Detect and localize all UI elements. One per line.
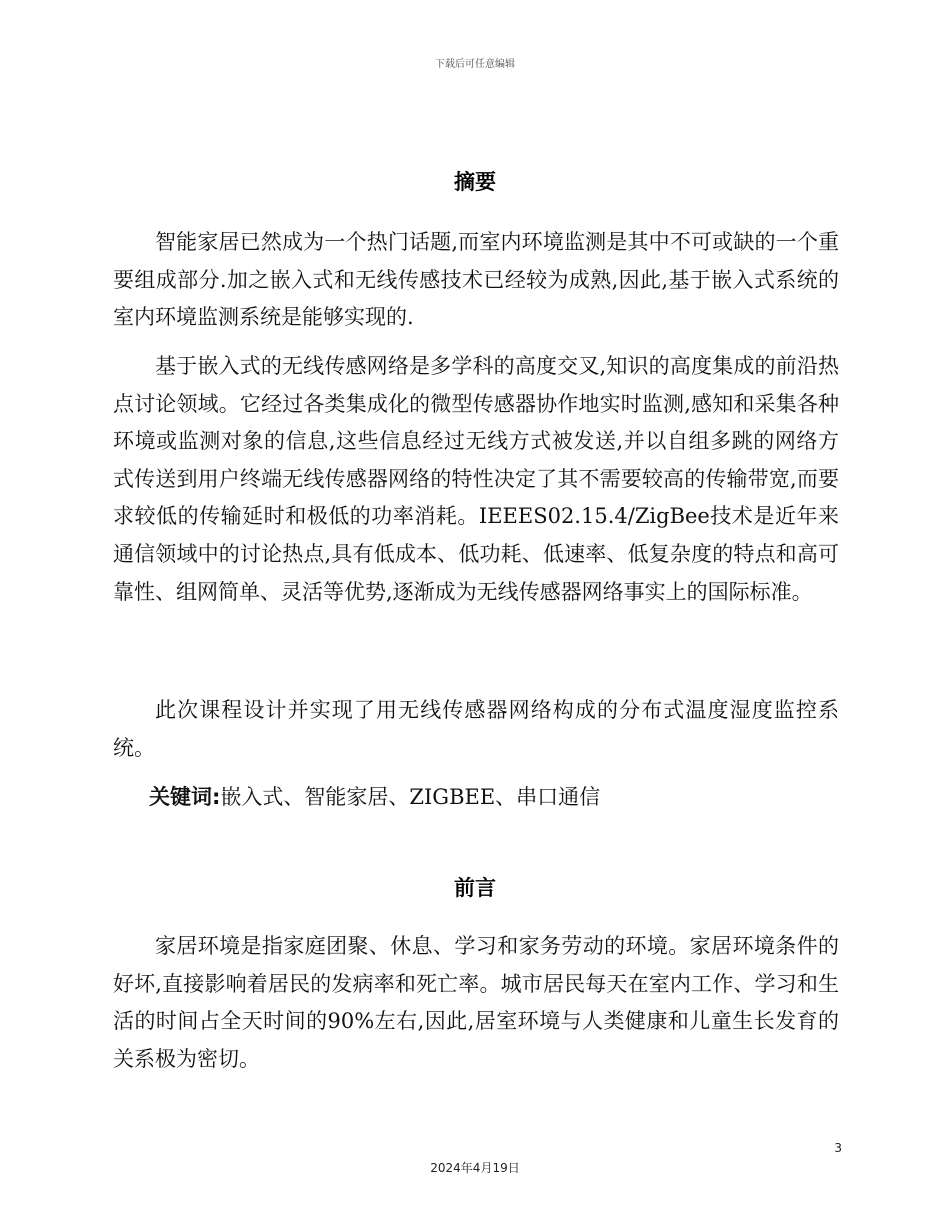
abstract-paragraph-3: 此次课程设计并实现了用无线传感器网络构成的分布式温度湿度监控系统。 [113,698,839,760]
keywords-label: 关键词: [149,785,221,809]
footer-date: 2024年4月19日 [430,1161,520,1175]
page-number: 3 [834,1141,842,1155]
preface-paragraph-1: 家居环境是指家庭团聚、休息、学习和家务劳动的环境。家居环境条件的好坏,直接影响着居民的发病率和死亡率。城市居民每天在室内工作、学习和生活的时间占全天时间的90%左右,因此,居室环境与人类健康和儿童生长发育的关系极为密切。 [113,934,839,1071]
keywords-line [113,779,839,817]
abstract-title: 摘要 [454,170,496,194]
page-header: 下载后可任意编辑 [435,59,515,70]
keywords-text: 嵌入式、智能家居、ZIGBEE、串口通信 [220,785,601,809]
preface-title: 前言 [454,876,496,900]
abstract-paragraph-2: 基于嵌入式的无线传感网络是多学科的高度交叉,知识的高度集成的前沿热点讨论领域。它经过各类集成化的微型传感器协作地实时监测,感知和采集各种环境或监测对象的信息,这些信息经过无线方式被发送,并以自组多跳的网络方式传送到用户终端无线传感器网络的特性决定了其不需要较高的传输带宽,而要求较低的传输延时和极低的功率消耗。IEEES02.15.4/ZigBee技术是近年来通信领域中的讨论热点,具有低成本、低功耗、低速率、低复杂度的特点和高可靠性、组网简单、灵活等优势,逐渐成为无线传感器网络事实上的国际标准。 [113,354,839,604]
abstract-paragraph-1: 智能家居已然成为一个热门话题,而室内环境监测是其中不可或缺的一个重要组成部分.加之嵌入式和无线传感技术已经较为成熟,因此,基于嵌入式系统的室内环境监测系统是能够实现的. [113,230,839,330]
